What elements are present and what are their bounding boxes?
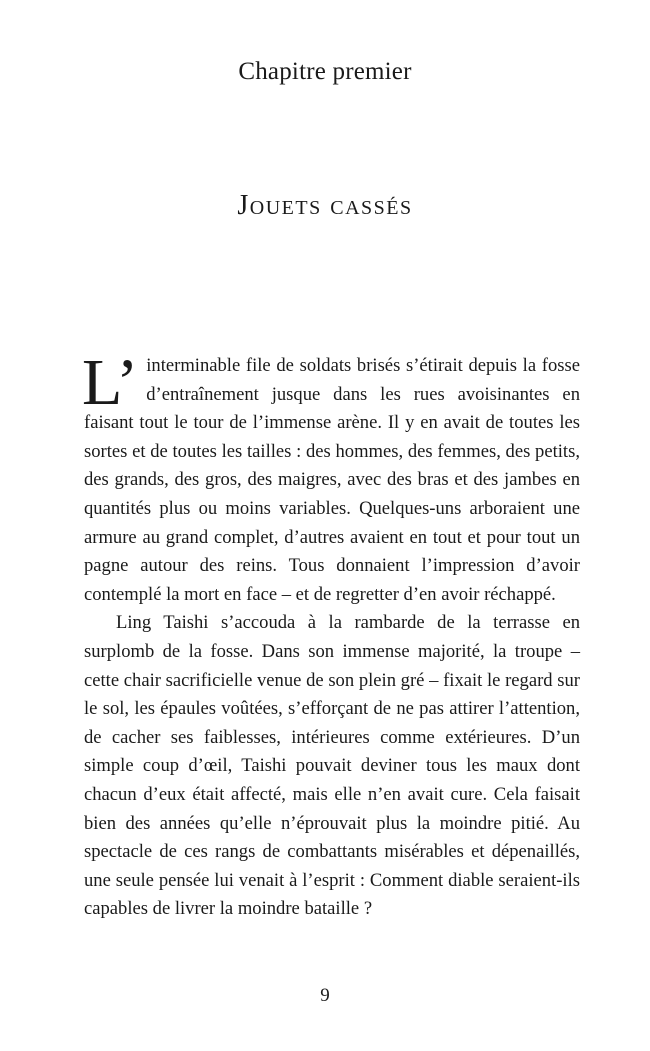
paragraph-1-text: interminable file de soldats brisés s’étirait depuis la fosse d’entraînement jusque dans les rues avoisinantes en faisant tout le tour de l’immense arène. Il y en avait de toutes les sortes et de toutes les tailles : des hommes, des femmes, des petits, des grands, des gros, des maigres, avec des bras et des jambes en quantités plus ou moins variables. Quelques-uns arboraient une armure au grand complet, d’autres avaient en tout et pour tout un pagne autour des reins. Tous donnaient l’impression d’avoir contemplé la mort en face – et de regretter d’en avoir réchappé. xyxy=(84,355,580,605)
chapter-title: Jouets cassés xyxy=(237,190,413,221)
page-number: 9 xyxy=(320,985,330,1006)
paragraph-2: Ling Taishi s’accouda à la rambarde de la terrasse en surplomb de la fosse. Dans son immense majorité, la troupe – cette chair sacrificielle venue de son plein gré – fixait le regard sur le sol, les épaules voûtées, s’efforçant de ne pas attirer l’attention, de cacher ses faiblesses, intérieures comme extérieures. D’un simple coup d’œil, Taishi pouvait deviner tous les maux dont chacun d’eux était affecté, mais elle n’en avait cure. Cela faisait bien des années qu’elle n’éprouvait plus la moindre pitié. Au spectacle de ces rangs de combattants misérables et dépenaillés, une seule pensée lui venait à l’esprit : Comment diable seraient-ils capables de livrer la moindre bataille ? xyxy=(84,612,580,920)
chapter-number: Chapitre premier xyxy=(238,58,412,85)
chapter-body xyxy=(82,346,580,924)
drop-cap: L’ xyxy=(82,346,139,419)
paragraph-1 xyxy=(82,346,580,609)
